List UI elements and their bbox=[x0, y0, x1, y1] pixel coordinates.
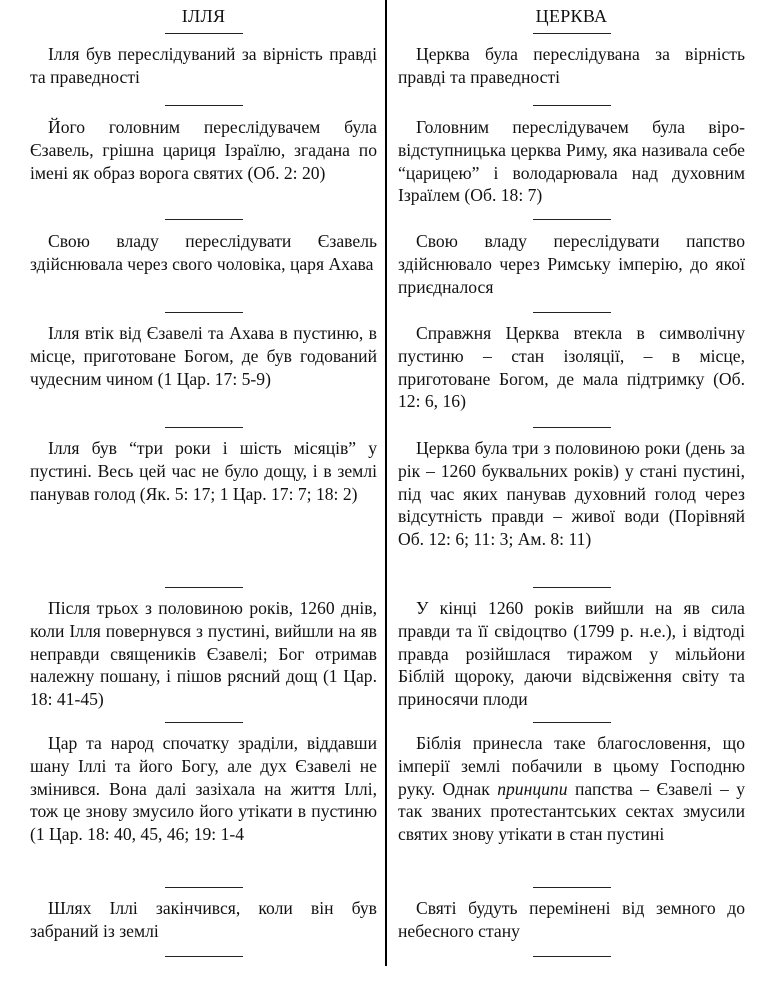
comparison-item-left-3: Свою владу переслідувати Єзавель здійснювала через свого чоловіка, царя Ахава bbox=[30, 231, 377, 274]
comparison-item-right-5: Церква була три з половиною роки (день за рік – 1260 буквальних років) у стані пустині, під час яких панував духовний голод через відсутність правди – живої води (Порівняй Об. 12: 6; 11: 3; Ам. 8: 11) bbox=[398, 438, 745, 550]
comparison-item-right-3: Свою владу переслідувати папство здійснювало через Римську імперію, до якої приєдналося bbox=[398, 231, 745, 297]
comparison-item-right-1: Церква була переслідувана за вірність правді та праведності bbox=[398, 44, 745, 87]
comparison-item-right-6: У кінці 1260 років вийшли на яв сила правди та її свідоцтво (1799 р. н.е.), і відтоді правда розійшлася тиражом у мільйони Біблій щороку, даючи відсвіження світу та приносячи плоди bbox=[398, 598, 745, 710]
column-heading-church: ЦЕРКВА bbox=[535, 6, 608, 26]
comparison-item-right-8: Святі будуть перемінені від земного до небесного стану bbox=[398, 898, 745, 941]
separator-rule bbox=[165, 722, 243, 723]
separator-rule bbox=[533, 887, 611, 888]
separator-rule bbox=[165, 887, 243, 888]
separator-rule bbox=[533, 312, 611, 313]
separator-rule bbox=[533, 105, 611, 106]
comparison-item-left-1: Ілля був переслідуваний за вірність правді та праведності bbox=[30, 44, 377, 87]
comparison-item-left-6: Після трьох з половиною років, 1260 днів, коли Ілля повернувся з пустині, вийшли на яв неправди священиків Єзавелі; Бог отримав належну пошану, і пішов рясний дощ (1 Цар. 18: 41-45) bbox=[30, 598, 377, 710]
comparison-item-left-8: Шлях Іллі закінчився, коли він був забраний із землі bbox=[30, 898, 377, 941]
comparison-item-left-4: Ілля втік від Єзавелі та Ахава в пустиню, в місце, приготоване Богом, де був годований чудесним чином (1 Цар. 17: 5-9) bbox=[30, 323, 377, 389]
comparison-item-left-7: Цар та народ спочатку зраділи, віддавши шану Іллі та його Богу, але дух Єзавелі не змінився. Вона далі зазіхала на життя Іллі, тож це знову змусило його утікати в пустиню (1 Цар. 18: 40, 45, 46; 19: 1-4 bbox=[30, 733, 377, 845]
separator-rule bbox=[165, 312, 243, 313]
emphasis-text: принципи bbox=[497, 778, 568, 799]
separator-rule bbox=[165, 219, 243, 220]
text-run: Біблія принесла таке благословення, що імперії землі побачили в цьому Господню руку. Однак bbox=[398, 733, 745, 799]
separator-rule bbox=[533, 722, 611, 723]
comparison-item-left-2: Його головним переслідувачем була Єзавель, грішна цариця Ізраїлю, згадана по імені як образ ворога святих (Об. 2: 20) bbox=[30, 117, 377, 183]
separator-rule bbox=[533, 956, 611, 957]
separator-rule bbox=[533, 219, 611, 220]
separator-rule bbox=[165, 427, 243, 428]
column-heading-elijah: ІЛЛЯ bbox=[181, 6, 226, 26]
separator-rule bbox=[165, 33, 243, 34]
separator-rule bbox=[165, 956, 243, 957]
separator-rule bbox=[165, 105, 243, 106]
comparison-item-right-4: Справжня Церква втекла в символічну пустиню – стан ізоляції, – в місце, приготоване Богом, де мала підтримку (Об. 12: 6, 16) bbox=[398, 323, 745, 412]
comparison-item-right-7 bbox=[398, 732, 745, 846]
separator-rule bbox=[533, 33, 611, 34]
comparison-item-left-5: Ілля був “три роки і шість місяців” у пустині. Весь цей час не було дощу, і в землі панував голод (Як. 5: 17; 1 Цар. 17: 7; 18: 2) bbox=[30, 438, 377, 504]
text-run: папства – Єзавелі – у так званих протестантських сектах змусили святих знову утікати в стан пустині bbox=[398, 778, 745, 845]
column-divider bbox=[385, 0, 387, 966]
separator-rule bbox=[533, 587, 611, 588]
separator-rule bbox=[165, 587, 243, 588]
separator-rule bbox=[533, 427, 611, 428]
comparison-item-right-2: Головним переслідувачем була віро-відступницька церква Риму, яка називала себе “царицею” і володарювала над духовним Ізраїлем (Об. 18: 7) bbox=[398, 117, 745, 206]
